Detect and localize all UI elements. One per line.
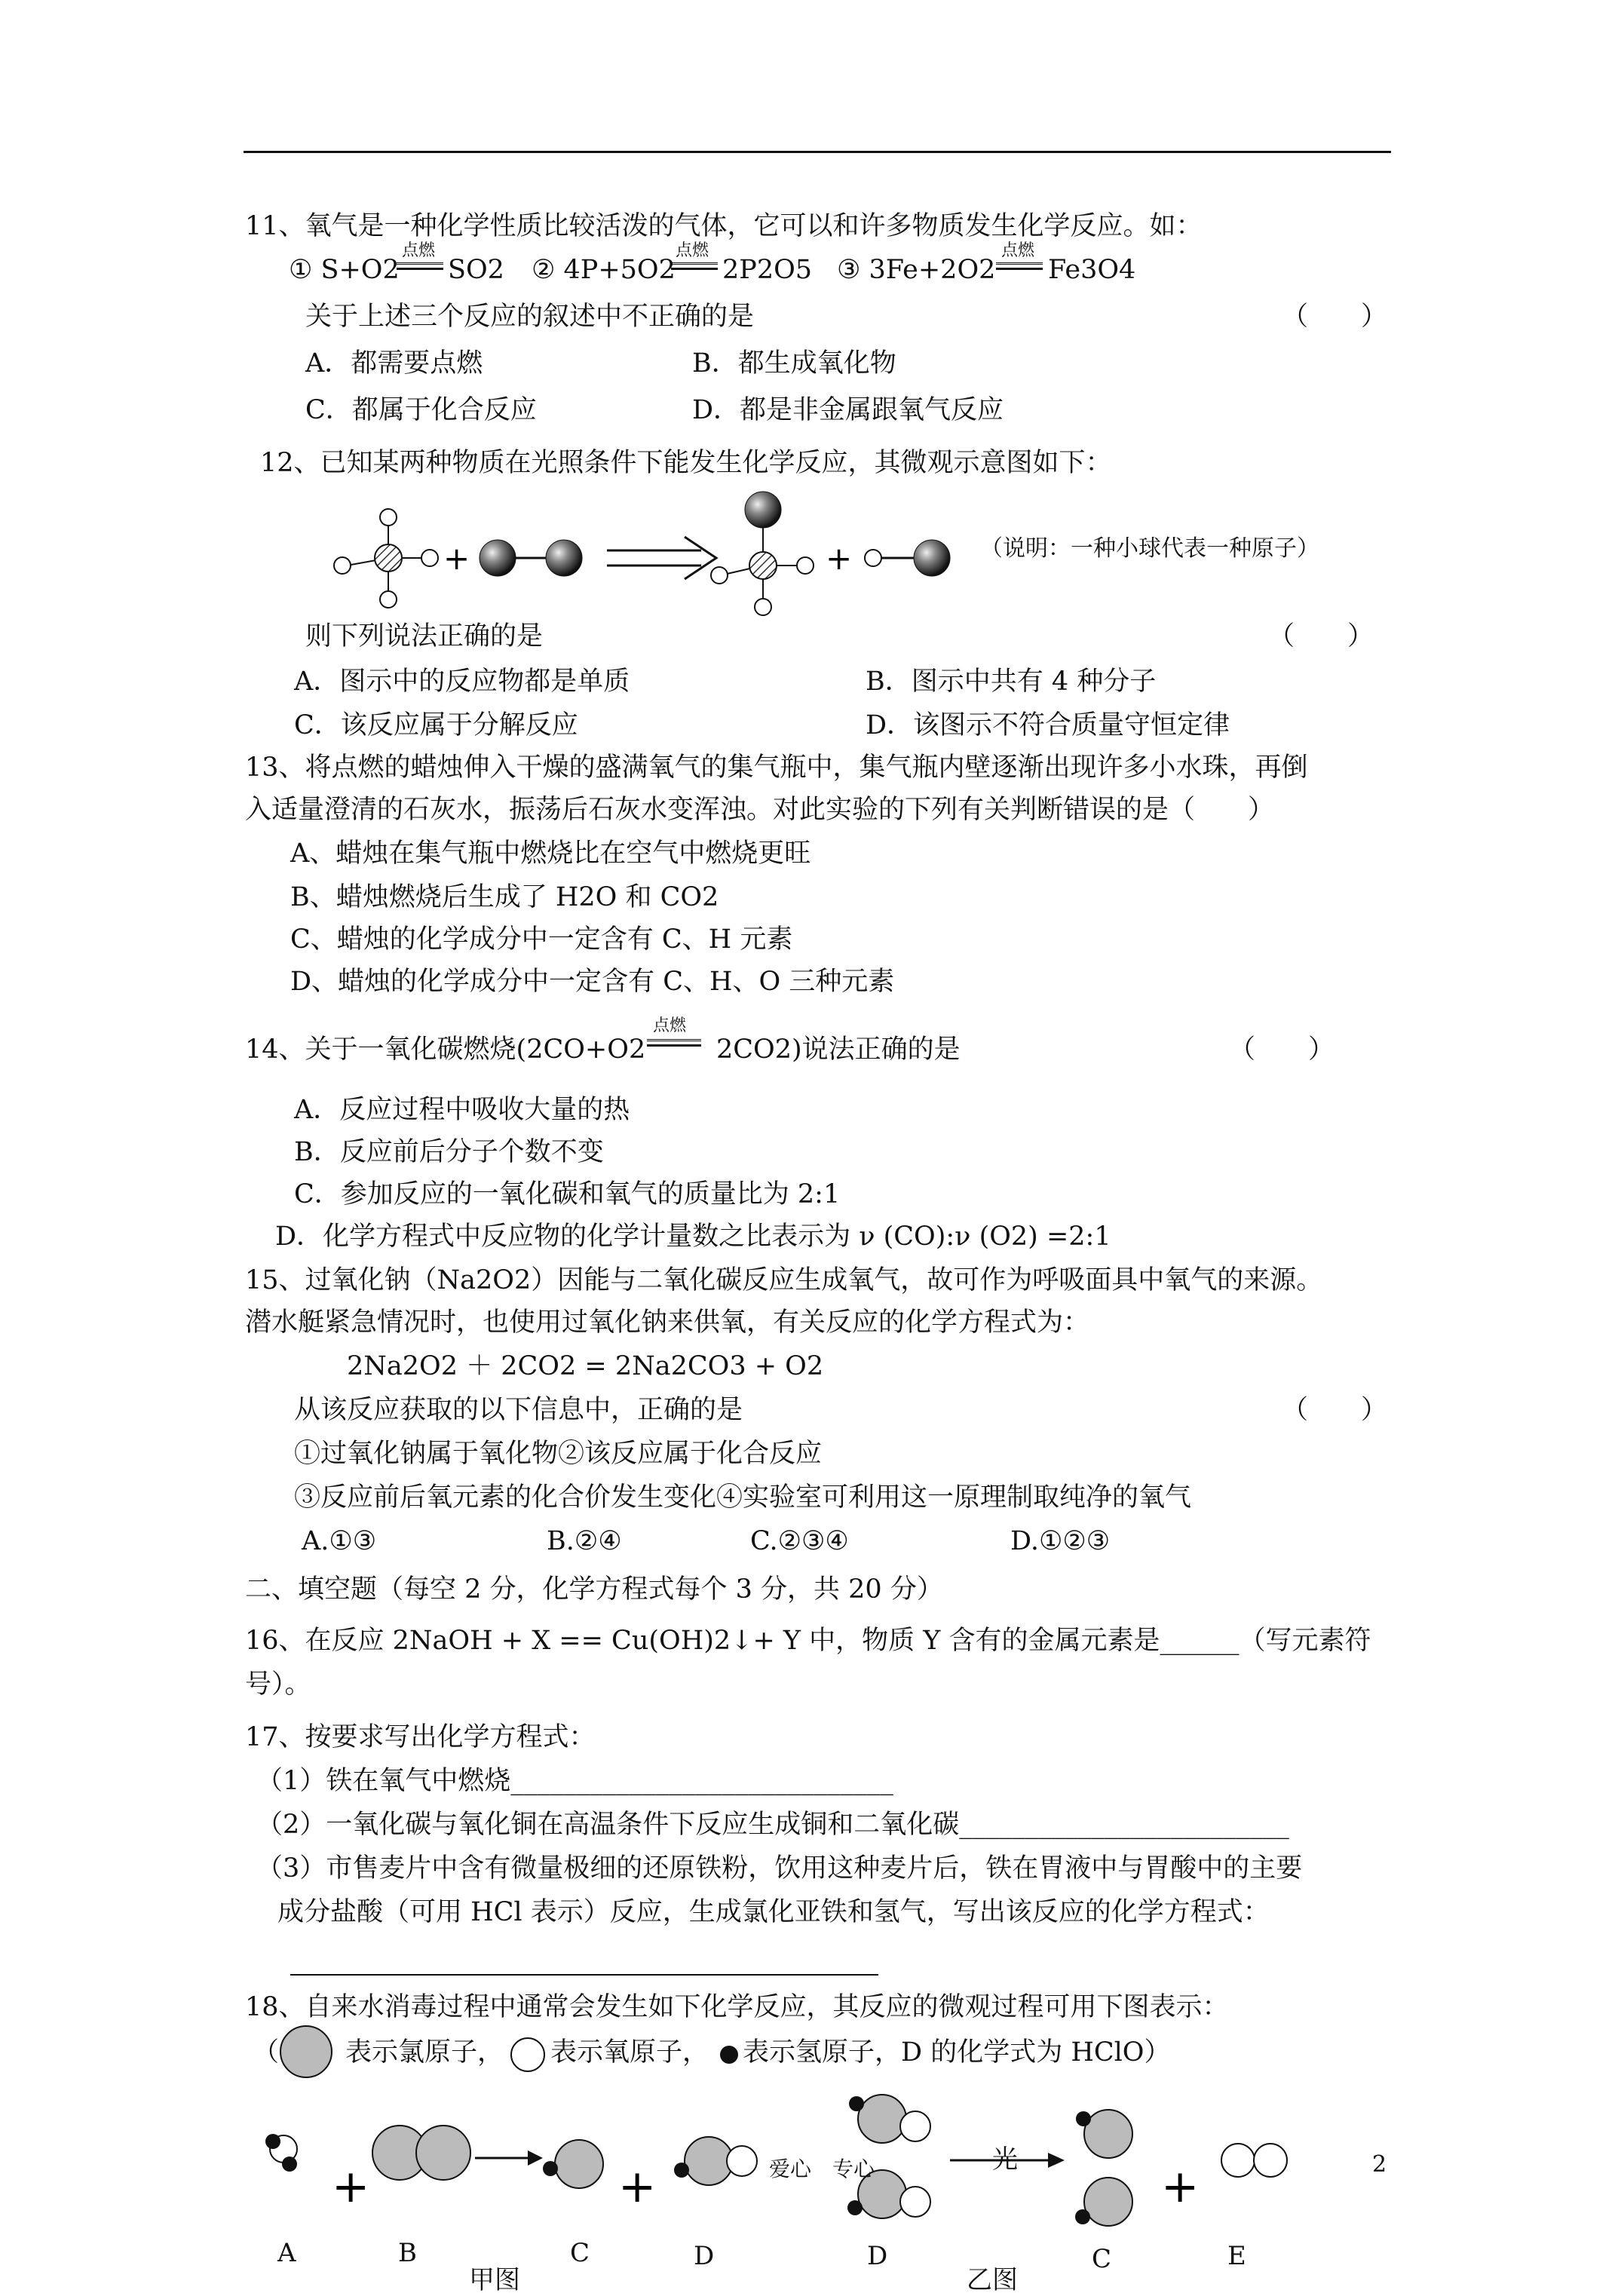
q15-paren: （ ） <box>1282 1395 1388 1425</box>
q11-option-c: C．都属于化合反应 <box>305 395 537 425</box>
product-molecule-1 <box>711 492 814 615</box>
watermark-text: 爱心 专心 <box>769 2157 875 2181</box>
reaction-arrow <box>607 537 716 579</box>
q13-option-a: A、蜡烛在集气瓶中燃烧比在空气中燃烧更旺 <box>290 838 811 869</box>
label-e: E <box>1227 2241 1246 2271</box>
q12-option-a: A．图示中的反应物都是单质 <box>294 667 630 697</box>
q15-info-2: ③反应前后氧元素的化合价发生变化④实验室可利用这一原理制取纯净的氧气 <box>294 1482 1192 1513</box>
svg-text:+: + <box>332 2160 370 2213</box>
q17-answer-line <box>290 1974 878 1976</box>
molecule-a <box>265 2134 297 2172</box>
q12-note: （说明：一种小球代表一种原子） <box>980 535 1319 562</box>
q18-stem: 18、自来水消毒过程中通常会发生如下化学反应，其反应的微观过程可用下图表示： <box>245 1992 1229 2022</box>
q11-paren: （ ） <box>1282 302 1388 332</box>
q12-option-c: C．该反应属于分解反应 <box>294 710 578 740</box>
q11-question: 关于上述三个反应的叙述中不正确的是 <box>305 302 755 332</box>
q14-paren: （ ） <box>1229 1035 1335 1065</box>
molecule-b <box>372 2126 470 2180</box>
q18-legend-hydrogen: 表示氢原子，D 的化学式为 HClO） <box>743 2037 1171 2068</box>
q15-line1: 15、过氧化钠（Na2O2）因能与二氧化碳反应生成氧气，故可作为呼吸面具中氧气的来源。 <box>245 1265 1323 1295</box>
q18-legend-chlorine: 表示氯原子， <box>345 2037 504 2068</box>
q14-option-b: B．反应前后分子个数不变 <box>294 1137 604 1167</box>
q17-part-1: （1）铁在氧气中燃烧_____________________________ <box>256 1766 893 1796</box>
q11-option-a: A．都需要点燃 <box>305 348 483 379</box>
q17-part-2: （2）一氧化碳与氧化铜在高温条件下反应生成铜和二氧化碳_________________________ <box>256 1810 1289 1840</box>
q18-legend-open: （ <box>253 2037 280 2068</box>
q11-equals-2 <box>671 262 718 270</box>
q12-question: 则下列说法正确的是 <box>305 621 544 651</box>
q12-option-d: D．该图示不符合质量守恒定律 <box>866 710 1230 740</box>
q15-equation: 2Na2O2 ＋ 2CO2 = 2Na2CO3 + O2 <box>347 1351 824 1381</box>
q11-condition-1: 点燃 <box>402 241 436 260</box>
q14-option-c: C．参加反应的一氧化碳和氧气的质量比为 2:1 <box>294 1179 841 1209</box>
q15-option-a: A.①③ <box>302 1526 377 1556</box>
molecule-c-pair <box>1075 2110 1132 2226</box>
q14-option-a: A．反应过程中吸收大量的热 <box>294 1095 630 1125</box>
q16-line1: 16、在反应 2NaOH + X == Cu(OH)2↓+ Y 中，物质 Y 含有的金属元素是______（写元素符 <box>245 1626 1371 1656</box>
q13-option-b: B、蜡烛燃烧后生成了 H2O 和 CO2 <box>290 882 719 912</box>
label-d: D <box>694 2241 715 2271</box>
q12-option-b: B．图示中共有 4 种分子 <box>866 667 1157 697</box>
q12-reaction-diagram <box>324 490 1003 618</box>
q13-line2: 入适量澄清的石灰水，振荡后石灰水变浑浊。对此实验的下列有关判断错误的是（ ） <box>245 795 1275 825</box>
light-condition: 光 <box>992 2144 1018 2175</box>
q15-line2: 潜水艇紧急情况时，也使用过氧化钠来供氧，有关反应的化学方程式为： <box>245 1307 1090 1338</box>
q14-stem-b: 2CO2)说法正确的是 <box>716 1035 961 1065</box>
label-c: C <box>570 2238 590 2268</box>
q15-option-d: D.①②③ <box>1010 1526 1111 1556</box>
svg-text:+: + <box>826 540 853 577</box>
oxygen-atom-legend-icon <box>507 2036 549 2074</box>
svg-text:+: + <box>443 540 470 577</box>
q11-condition-2: 点燃 <box>676 241 709 260</box>
q17-part-3a: （3）市售麦片中含有微量极细的还原铁粉，饮用这种麦片后，铁在胃液中与胃酸中的主要 <box>256 1853 1303 1884</box>
header-rule <box>244 151 1391 153</box>
q11-equals-3 <box>996 262 1043 270</box>
label-b: B <box>398 2238 417 2268</box>
q11-reaction-3-left: ③ 3Fe+2O2 <box>837 255 996 285</box>
q18-legend-oxygen: 表示氧原子， <box>550 2037 709 2068</box>
molecule-e <box>1221 2144 1287 2177</box>
hydrogen-atom-legend-icon <box>716 2042 742 2068</box>
q11-reaction-2-left: ② 4P+5O2 <box>532 255 676 285</box>
section-2-heading: 二、填空题（每空 2 分，化学方程式每个 3 分，共 20 分） <box>245 1574 943 1605</box>
molecule-d <box>674 2137 757 2185</box>
diatomic-molecule <box>480 540 582 576</box>
molecule-c <box>543 2140 603 2188</box>
chlorine-atom-legend-icon <box>276 2024 338 2080</box>
q13-option-c: C、蜡烛的化学成分中一定含有 C、H 元素 <box>290 924 793 955</box>
q11-option-d: D．都是非金属跟氧气反应 <box>692 395 1004 425</box>
arrow-1 <box>475 2150 543 2166</box>
q11-reaction-3-right: Fe3O4 <box>1048 255 1136 285</box>
svg-text:+: + <box>618 2160 657 2213</box>
label-a: A <box>277 2238 296 2268</box>
product-molecule-2 <box>865 540 950 576</box>
q13-line1: 13、将点燃的蜡烛伸入干燥的盛满氧气的集气瓶中，集气瓶内壁逐渐出现许多小水珠，再倒 <box>245 753 1308 783</box>
q11-reaction-2-right: 2P2O5 <box>722 255 813 285</box>
label-d-2: D <box>867 2241 888 2271</box>
q11-reaction-1-left: ① S+O2 <box>289 255 400 285</box>
q11-equals-1 <box>397 262 443 270</box>
figure-2-caption: 乙图 <box>967 2265 1018 2295</box>
q11-stem: 11、氧气是一种化学性质比较活泼的气体，它可以和许多物质发生化学反应。如： <box>245 211 1203 241</box>
q14-equals <box>647 1039 701 1047</box>
q16-line2: 号）。 <box>245 1669 311 1700</box>
methane-like-molecule <box>334 509 438 608</box>
q11-option-b: B．都生成氧化物 <box>692 348 896 379</box>
q13-option-d: D、蜡烛的化学成分中一定含有 C、H、O 三种元素 <box>290 967 895 997</box>
q15-question: 从该反应获取的以下信息中，正确的是 <box>294 1395 743 1425</box>
q14-option-d: D．化学方程式中反应物的化学计量数之比表示为 ν (CO):ν (O2) =2:1 <box>275 1222 1111 1252</box>
q11-reaction-1-right: SO2 <box>448 255 504 285</box>
q15-info-1: ①过氧化钠属于氧化物②该反应属于化合反应 <box>294 1439 823 1469</box>
q14-condition: 点燃 <box>653 1016 687 1035</box>
q12-paren: （ ） <box>1268 621 1374 651</box>
svg-text:+: + <box>1161 2160 1200 2213</box>
q15-option-c: C.②③④ <box>750 1526 849 1556</box>
q15-option-b: B.②④ <box>547 1526 622 1556</box>
q14-stem-a: 14、关于一氧化碳燃烧(2CO+O2 <box>245 1035 646 1065</box>
q17-part-3b: 成分盐酸（可用 HCl 表示）反应，生成氯化亚铁和氢气，写出该反应的化学方程式： <box>277 1897 1270 1927</box>
q17-stem: 17、按要求写出化学方程式： <box>245 1722 596 1752</box>
page-number: 2 <box>1372 2151 1387 2178</box>
q11-condition-3: 点燃 <box>1001 241 1035 260</box>
label-c-2: C <box>1092 2244 1112 2274</box>
q12-stem: 12、已知某两种物质在光照条件下能发生化学反应，其微观示意图如下： <box>260 448 1112 478</box>
figure-1-caption: 甲图 <box>469 2265 520 2295</box>
